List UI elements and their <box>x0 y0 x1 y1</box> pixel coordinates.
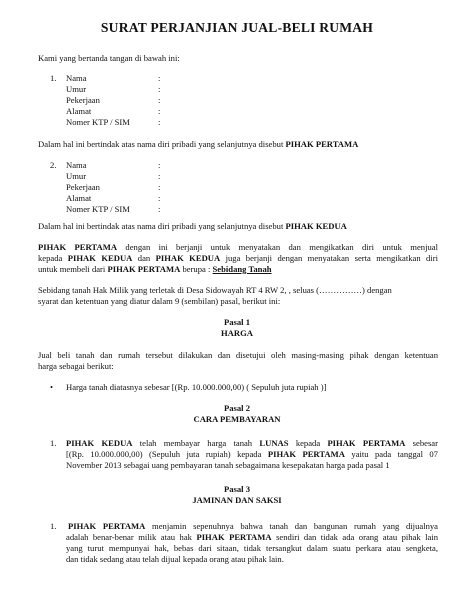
field-label-nama: Nama <box>66 160 87 170</box>
pasal1-heading: Pasal 1 <box>223 317 251 327</box>
pasal3-number: 1. <box>50 521 57 531</box>
party2-name: PIHAK KEDUA <box>285 221 347 231</box>
pasal3-subheading: JAMINAN DAN SAKSI <box>192 495 282 505</box>
pasal2-heading: Pasal 2 <box>223 403 251 413</box>
field-label-pekerjaan: Pekerjaan <box>66 182 100 192</box>
pasal3-heading: Pasal 3 <box>223 484 251 494</box>
pasal3-line: dan tidak sedang atau telah dijual kepada orang atau pihak lain. <box>66 554 284 564</box>
party1-statement: Dalam hal ini bertindak atas nama diri pribadi yang selanjutnya disebut PIHAK PERTAMA <box>38 139 359 149</box>
document-title: SURAT PERJANJIAN JUAL-BELI RUMAH <box>100 20 374 35</box>
field-label-umur: Umur <box>66 171 87 181</box>
party1-number: 1. <box>50 73 57 83</box>
field-colon: : <box>158 160 161 170</box>
pasal2-number: 1. <box>50 438 57 448</box>
pasal3-line: yang turut mempunyai hak, bebas dari sitaan, tidak tersangkut dalam suatu perkara atau sengketa, <box>66 543 438 553</box>
object-of-sale: Sebidang Tanah <box>212 264 272 274</box>
pasal1-subheading: HARGA <box>221 328 253 338</box>
price-item: Harga tanah diatasnya sebesar [(Rp. 10.000.000,00) ( Sepuluh juta rupiah )] <box>66 382 327 392</box>
field-label-ktp: Nomer KTP / SIM <box>66 117 130 127</box>
field-colon: : <box>158 182 161 192</box>
pasal2-line: [(Rp. 10.000.000,00) (Sepuluh juta rupiah) kepada PIHAK PERTAMA yaitu pada tanggal 07 <box>66 449 438 459</box>
property-line: Sebidang tanah Hak Milik yang terletak di Desa Sidowayah RT 4 RW 2, , seluas (……………) dengan <box>38 285 392 295</box>
pasal2-subheading: CARA PEMBAYARAN <box>193 414 281 424</box>
pasal1-line: harga sebagai berikut: <box>38 361 114 371</box>
pasal1-line: Jual beli tanah dan rumah tersebut dilakukan dan disetujui oleh masing-masing pihak dengan ketentuan <box>38 350 438 360</box>
field-colon: : <box>158 193 161 203</box>
field-label-alamat: Alamat <box>66 193 92 203</box>
field-label-umur: Umur <box>66 84 87 94</box>
intro-text: Kami yang bertanda tangan di bawah ini: <box>38 53 180 63</box>
field-colon: : <box>158 171 161 181</box>
agreement-line: untuk membeli dari PIHAK PERTAMA berupa : Sebidang Tanah <box>38 264 272 274</box>
agreement-line: kepada PIHAK KEDUA dan PIHAK KEDUA juga berjanji dengan menyatakan serta mengikatkan diri <box>38 253 438 263</box>
party2-statement: Dalam hal ini bertindak atas nama diri pribadi yang selanjutnya disebut PIHAK KEDUA <box>38 221 347 231</box>
field-colon: : <box>158 106 161 116</box>
pasal3-line: PIHAK PERTAMA menjamin sepenuhnya bahwa tanah dan bangunan rumah yang dijualnya <box>68 521 438 531</box>
field-label-alamat: Alamat <box>66 106 92 116</box>
pasal2-line: November 2013 sebagai uang pembayaran tanah sebagaimana kesepakatan harga pada pasal 1 <box>66 460 390 470</box>
field-colon: : <box>158 117 161 127</box>
property-line: syarat dan ketentuan yang diatur dalam 9 (sembilan) pasal, berikut ini: <box>38 296 281 306</box>
party1-name: PIHAK PERTAMA <box>285 139 359 149</box>
bullet-icon: • <box>50 382 54 392</box>
party2-number: 2. <box>50 160 57 170</box>
field-label-pekerjaan: Pekerjaan <box>66 95 100 105</box>
pasal2-line: PIHAK KEDUA telah membayar harga tanah LUNAS kepada PIHAK PERTAMA sebesar <box>66 438 438 448</box>
field-label-nama: Nama <box>66 73 87 83</box>
field-label-ktp: Nomer KTP / SIM <box>66 204 130 214</box>
field-colon: : <box>158 84 161 94</box>
field-colon: : <box>158 73 161 83</box>
field-colon: : <box>158 204 161 214</box>
agreement-line: PIHAK PERTAMA dengan ini berjanji untuk menyatakan dan mengikatkan diri untuk menjual <box>38 242 438 252</box>
field-colon: : <box>158 95 161 105</box>
pasal3-line: adalah benar-benar milik atau hak PIHAK PERTAMA sendiri dan tidak ada orang atau pihak lain <box>66 532 439 542</box>
